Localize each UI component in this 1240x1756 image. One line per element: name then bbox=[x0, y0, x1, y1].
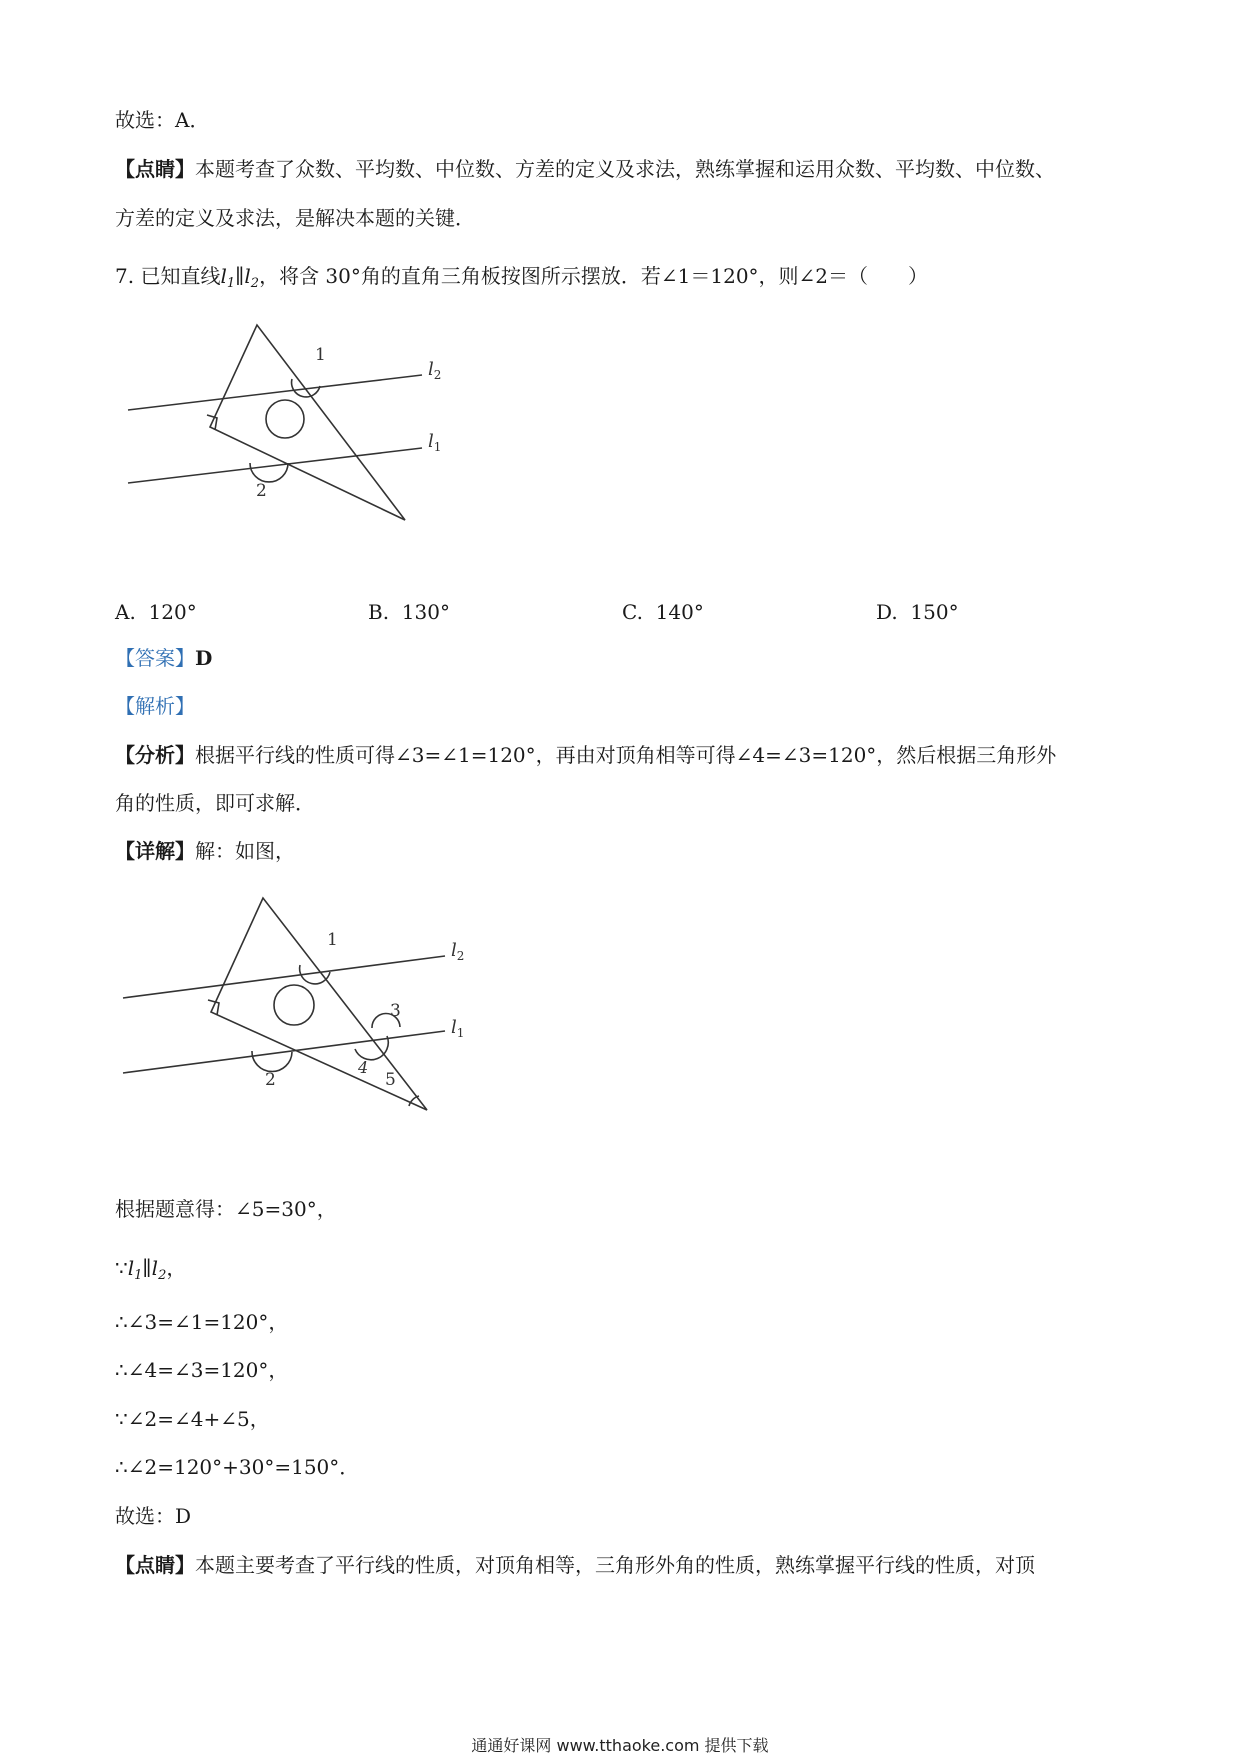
step-2-l2-sub: 2 bbox=[158, 1268, 167, 1283]
line-l2 bbox=[128, 375, 422, 410]
question-parallel: ∥ bbox=[235, 264, 245, 288]
step-2-l2: l bbox=[151, 1256, 159, 1280]
angle-2-label: 2 bbox=[256, 481, 267, 501]
step-4: ∴∠4=∠3=120°， bbox=[115, 1358, 289, 1382]
triangle-hole bbox=[266, 400, 304, 438]
conclusion-a: 故选：A． bbox=[115, 108, 210, 132]
l2-label: $l_2$ bbox=[428, 359, 442, 382]
fenxi-text-1: 根据平行线的性质可得∠3=∠1=120°，再由对顶角相等可得∠4=∠3=120°，然后根据三角形外 bbox=[195, 743, 1057, 767]
choice-b bbox=[368, 598, 450, 626]
conclusion-d: 故选：D bbox=[115, 1504, 192, 1528]
step-2-parallel: ∥ bbox=[142, 1256, 152, 1280]
fig2-angle-3-label: 3 bbox=[390, 1001, 401, 1021]
choice-a bbox=[115, 598, 197, 626]
detail-line bbox=[115, 837, 295, 865]
fig2-angle-1-label: 1 bbox=[327, 930, 338, 950]
fig2-triangle-hole bbox=[274, 985, 314, 1025]
choice-c-value: 140° bbox=[655, 600, 704, 624]
step-2-prefix: ∵ bbox=[115, 1256, 128, 1280]
line-l1 bbox=[128, 448, 422, 483]
step-5: ∵∠2=∠4+∠5， bbox=[115, 1407, 270, 1431]
analysis-tag: 【解析】 bbox=[115, 694, 195, 718]
footer-text: 通通好课网 www.tthaoke.com 提供下载 bbox=[471, 1736, 769, 1755]
step-1: 根据题意得：∠5=30°， bbox=[115, 1197, 337, 1221]
comment-tag: 【点睛】 bbox=[115, 157, 195, 181]
question-text-after: ，将含 30°角的直角三角板按图所示摆放．若∠1＝120°，则∠2＝（ ） bbox=[259, 264, 929, 288]
answer-tag: 【答案】 bbox=[115, 646, 195, 670]
choice-c bbox=[622, 598, 704, 626]
fig2-l1-label: $l_1$ bbox=[451, 1017, 465, 1040]
fig2-line-l2 bbox=[123, 956, 445, 998]
choice-c-letter: C. bbox=[622, 600, 643, 624]
final-comment bbox=[115, 1551, 1035, 1579]
fenxi-line-2: 角的性质，即可求解． bbox=[115, 791, 315, 815]
comment-line-2: 方差的定义及求法，是解决本题的关键． bbox=[115, 206, 475, 230]
question-text-before: 已知直线 bbox=[140, 264, 221, 288]
fig2-l2-label: $l_2$ bbox=[451, 940, 465, 963]
fig2-angle-5-label: 5 bbox=[385, 1070, 396, 1090]
answer-value: D bbox=[195, 646, 213, 670]
detail-tag: 【详解】 bbox=[115, 839, 195, 863]
comment-line-1 bbox=[115, 155, 1055, 183]
step-3: ∴∠3=∠1=120°， bbox=[115, 1310, 289, 1334]
question-l1: l bbox=[220, 264, 227, 288]
choice-b-letter: B. bbox=[368, 600, 390, 624]
choice-a-letter: A. bbox=[115, 600, 136, 624]
choice-d-value: 150° bbox=[910, 600, 959, 624]
fenxi-line-1 bbox=[115, 741, 1056, 769]
question-number: 7. bbox=[115, 264, 135, 288]
choice-d-letter: D. bbox=[876, 600, 898, 624]
choice-a-value: 120° bbox=[148, 600, 197, 624]
choice-d bbox=[876, 598, 959, 626]
question-7 bbox=[115, 262, 928, 298]
step-6: ∴∠2=120°+30°=150°． bbox=[115, 1455, 360, 1479]
choice-b-value: 130° bbox=[401, 600, 450, 624]
figure-1 bbox=[120, 315, 460, 545]
question-l2-sub: 2 bbox=[250, 276, 260, 291]
final-comment-text: 本题主要考查了平行线的性质，对顶角相等，三角形外角的性质，熟练掌握平行线的性质，对顶 bbox=[195, 1553, 1035, 1577]
question-l2: l bbox=[244, 264, 251, 288]
figure-2 bbox=[115, 888, 475, 1128]
triangle bbox=[210, 325, 405, 520]
step-2-suffix: ， bbox=[166, 1256, 187, 1280]
fenxi-tag: 【分析】 bbox=[115, 743, 195, 767]
final-comment-tag: 【点睛】 bbox=[115, 1553, 195, 1577]
detail-text: 解：如图， bbox=[195, 839, 295, 863]
question-l1-sub: 1 bbox=[226, 276, 236, 291]
step-2-l1: l bbox=[127, 1256, 135, 1280]
comment-text-1: 本题考查了众数、平均数、中位数、方差的定义及求法，熟练掌握和运用众数、平均数、中位数、 bbox=[195, 157, 1055, 181]
fig2-angle-2-label: 2 bbox=[265, 1070, 276, 1090]
fig2-angle-4-label: 4 bbox=[358, 1058, 369, 1077]
step-2 bbox=[115, 1254, 186, 1290]
answer-line bbox=[115, 644, 212, 672]
l1-label: $l_1$ bbox=[428, 431, 442, 454]
angle-1-label: 1 bbox=[315, 345, 326, 365]
step-2-l1-sub: 1 bbox=[134, 1268, 143, 1283]
